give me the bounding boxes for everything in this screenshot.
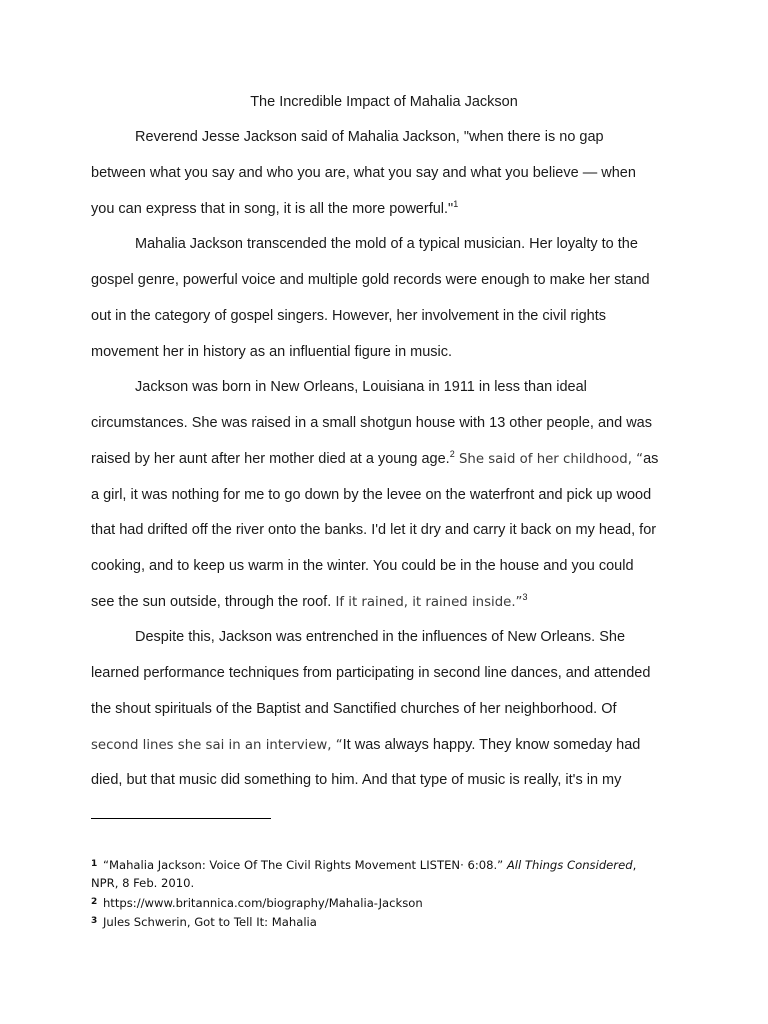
quote-text: If it rained, it rained inside.”	[331, 595, 523, 610]
footnote-text: Jules Schwerin, Got to Tell It: Mahalia	[99, 915, 317, 929]
footnote-ref: 1	[453, 199, 459, 209]
body-line: Reverend Jesse Jackson said of Mahalia Jackson, "when there is no gap	[135, 129, 604, 145]
footnote-ref: 2	[449, 449, 455, 459]
body-line: out in the category of gospel singers. However, her involvement in the civil rights	[91, 308, 607, 324]
footnote-text: “Mahalia Jackson: Voice Of The Civil Rights Movement LISTEN· 6:08.”	[99, 858, 507, 872]
footnote-2	[91, 893, 423, 912]
footnote-3	[91, 912, 317, 931]
body-line: Despite this, Jackson was entrenched in the influences of New Orleans. She	[135, 629, 626, 645]
body-line	[91, 449, 658, 470]
footnote-mark: 2	[91, 897, 98, 907]
body-line: that had drifted off the river onto the banks. I'd let it dry and carry it back on my head, for	[91, 522, 657, 538]
body-line: movement her in history as an influential figure in music.	[91, 344, 453, 360]
footnote-separator	[91, 818, 271, 819]
footnote-mark: 3	[91, 916, 98, 926]
body-line: cooking, and to keep us warm in the winter. You could be in the house and you could	[91, 558, 634, 574]
body-line	[91, 735, 640, 756]
footnote-text: ,	[632, 858, 637, 872]
body-line: a girl, it was nothing for me to go down by the levee on the waterfront and pick up wood	[91, 487, 652, 503]
body-line: Jackson was born in New Orleans, Louisiana in 1911 in less than ideal	[135, 379, 587, 395]
body-line: learned performance techniques from participating in second line dances, and attended	[91, 665, 651, 681]
quote-intro: second lines she sai in an interview, “	[91, 738, 343, 753]
line-text: raised by her aunt after her mother died at a young age.	[91, 451, 450, 467]
body-line: between what you say and who you are, what you say and what you believe — when	[91, 165, 636, 181]
line-text: see the sun outside, through the roof.	[91, 594, 332, 610]
line-text: It was always happy. They know someday had	[342, 737, 641, 753]
body-line: died, but that music did something to him. And that type of music is really, it's in my	[91, 772, 622, 788]
footnote-1-continuation: NPR, 8 Feb. 2010.	[91, 876, 195, 890]
body-line: the shout spirituals of the Baptist and Sanctified churches of her neighborhood. Of	[91, 701, 617, 717]
footnote-mark: 1	[91, 859, 98, 869]
body-line: circumstances. She was raised in a small shotgun house with 13 other people, and was	[91, 415, 652, 431]
body-line: gospel genre, powerful voice and multiple gold records were enough to make her stand	[91, 272, 650, 288]
body-line: Mahalia Jackson transcended the mold of a typical musician. Her loyalty to the	[135, 236, 638, 252]
body-line	[91, 592, 527, 613]
body-line	[91, 199, 458, 219]
line-text: as	[643, 451, 659, 467]
footnote-text: https://www.britannica.com/biography/Mahalia-Jackson	[99, 896, 423, 910]
footnote-ref: 3	[522, 592, 528, 602]
footnote-italic: All Things Considered	[506, 858, 633, 872]
quote-intro: She said of her childhood, “	[454, 452, 644, 467]
footnote-1	[91, 855, 636, 874]
document-title: The Incredible Impact of Mahalia Jackson	[250, 94, 518, 110]
line-text: you can express that in song, it is all the more powerful."	[91, 201, 454, 217]
